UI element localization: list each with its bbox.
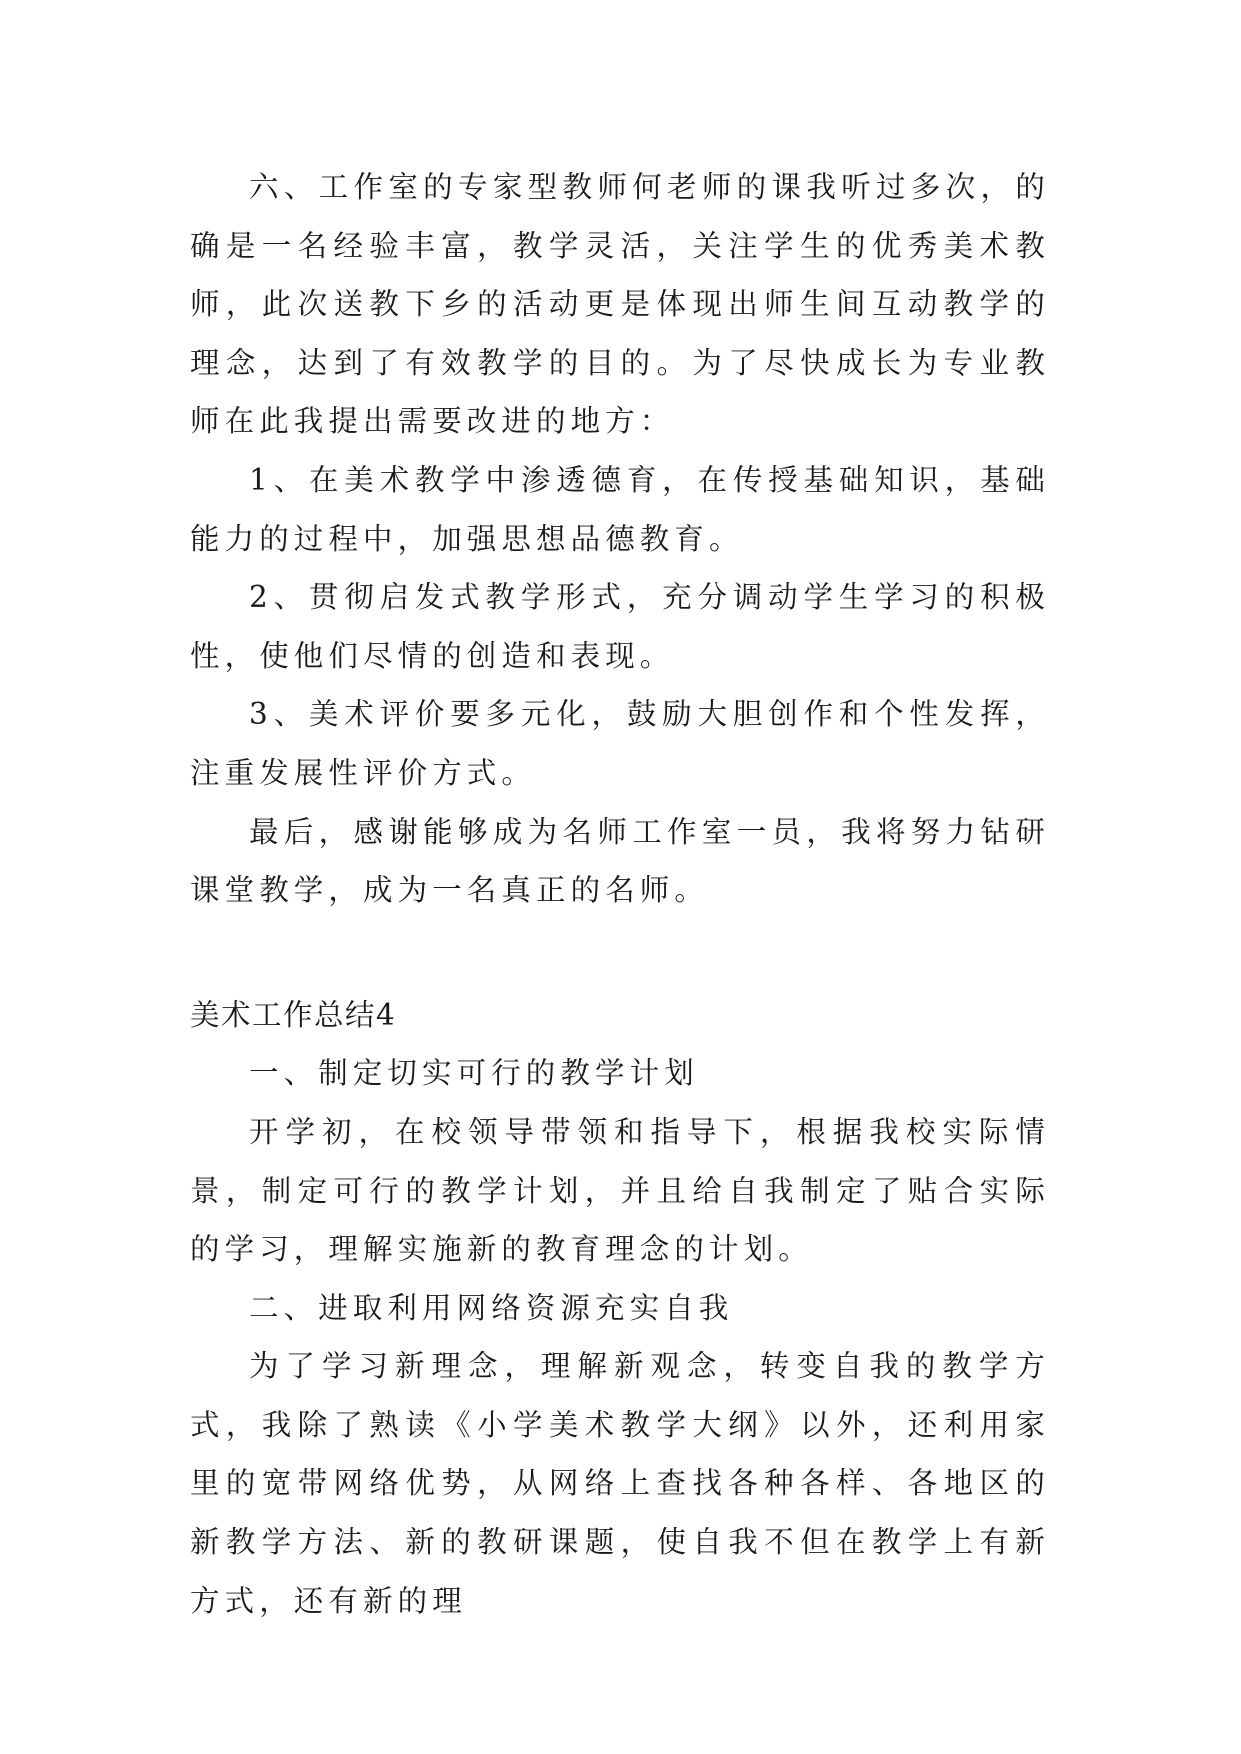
paragraph-closing: 最后，感谢能够成为名师工作室一员，我将努力钻研课堂教学，成为一名真正的名师。 bbox=[190, 814, 1050, 908]
paragraph-plan: 开学初，在校领导带领和指导下，根据我校实际情景，制定可行的教学计划，并且给自我制定了贴合实际的学习，理解实施新的教育理念的计划。 bbox=[190, 1114, 1050, 1267]
paragraph-network: 为了学习新理念，理解新观念，转变自我的教学方式，我除了熟读《小学美术教学大纲》以外，还利用家里的宽带网络优势，从网络上查找各种各样、各地区的新教学方法、新的教研课题，使自我不但在教学上有新方式，还有新的理 bbox=[190, 1349, 1050, 1618]
paragraph-item-2: 2、贯彻启发式教学形式，充分调动学生学习的积极性，使他们尽情的创造和表现。 bbox=[190, 580, 1050, 673]
paragraph-item-3: 3、美术评价要多元化，鼓励大胆创作和个性发挥，注重发展性评价方式。 bbox=[190, 697, 1050, 790]
subheading-two: 二、进取利用网络资源充实自我 bbox=[249, 1290, 734, 1325]
paragraph-six: 六、工作室的专家型教师何老师的课我听过多次，的确是一名经验丰富，教学灵活，关注学生的优秀美术教师，此次送教下乡的活动更是体现出师生间互动教学的理念，达到了有效教学的目的。为了尽快成长为专业教师在此我提出需要改进的地方： bbox=[190, 170, 1050, 439]
section-title: 美术工作总结4 bbox=[190, 997, 397, 1032]
document-page bbox=[190, 158, 1050, 1630]
section-gap bbox=[190, 920, 1050, 986]
subheading-one: 一、制定切实可行的教学计划 bbox=[249, 1056, 699, 1091]
paragraph-item-1: 1、在美术教学中渗透德育，在传授基础知识，基础能力的过程中，加强思想品德教育。 bbox=[190, 462, 1050, 556]
